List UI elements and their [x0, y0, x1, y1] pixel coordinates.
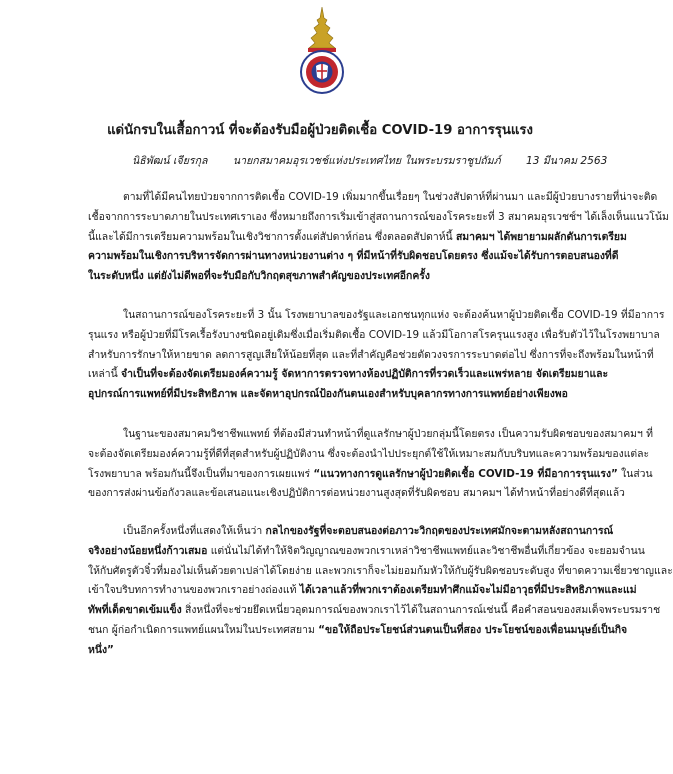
body-text: โรงพยาบาล พร้อมกันนี้จึงเป็นที่มาของการเผยแพร่	[88, 467, 314, 480]
paragraph-line	[88, 522, 628, 542]
body-text: สำหรับการรักษาให้หายขาด ลดการสูญเสียให้น้อยที่สุด และที่สำคัญคือช่วยตัดวงจรการระบาดต่อไป ซึ่งการที่จะถึงพร้อมในหน้าที่	[88, 348, 654, 361]
body-text: ชนก ผู้ก่อกำเนิดการแพทย์แผนใหม่ในประเทศสยาม	[88, 623, 319, 636]
bold-text: “แนวทางการดูแลรักษาผู้ป่วยติดเชื้อ COVID-19 ที่มีอาการรุนแรง”	[313, 467, 618, 480]
paragraph-line	[88, 228, 628, 248]
bold-text: สมาคมฯ ได้พยายามผลักดันการเตรียม	[455, 230, 627, 243]
bold-text: กลไกของรัฐที่จะตอบสนองต่อภาวะวิกฤตของประเทศมักจะตามหลังสถานการณ์	[265, 525, 614, 537]
author-position: นายกสมาคมอุรเวชช์แห่งประเทศไทย ในพระบรมราชูปถัมภ์	[232, 155, 501, 167]
paragraph-line	[88, 601, 661, 621]
paragraph-line	[88, 542, 645, 562]
body-text: ในส่วน	[617, 467, 653, 480]
bold-text: จริงอย่างน้อยหนึ่งก้าวเสมอ	[88, 544, 208, 557]
bold-text: จำเป็นที่จะต้องจัดเตรียมองค์ความรู้ จัดหาการตรวจทางห้องปฏิบัติการที่รวดเร็วและแพร่หลาย จัดเตรียมยาและ	[121, 368, 609, 381]
bold-text: หนึ่ง”	[88, 643, 114, 656]
paragraph-line	[88, 306, 665, 326]
body-text: นี้และได้มีการเตรียมความพร้อมในเชิงวิชาการตั้งแต่สัปดาห์ก่อน ซึ่งตลอดสัปดาห์นี้	[88, 230, 456, 243]
body-text: เหล่านี้	[88, 368, 122, 381]
body-paragraph-4	[88, 522, 673, 661]
paragraph-line	[88, 188, 658, 208]
medical-association-crest-icon	[300, 6, 344, 96]
body-text: สิ่งหนึ่งที่จะช่วยยึดเหนี่ยวอุดมการณ์ของพวกเราไว้ได้ในสถานการณ์เช่นนี้ คือคำสอนของสมเด็จพระบรมราช	[181, 604, 661, 617]
paragraph-line	[88, 365, 628, 385]
bold-text: ทัพที่เด็ดขาดเข้มแข็ง	[88, 604, 182, 617]
body-text: เป็นอีกครั้งหนึ่งที่แสดงให้เห็นว่า	[123, 525, 266, 537]
body-text: ของการส่งผ่านข้อกังวลและข้อเสนอแนะเชิงปฏิบัติการต่อหน่วยงานสูงสุดที่รับผิดชอบ สมาคมฯ ได้ทำหน้าที่อย่างดีที่สุดแล้ว	[88, 487, 625, 500]
paragraph-line	[88, 247, 628, 267]
paragraph-line	[88, 326, 660, 346]
body-text: ให้กับศัตรูตัวจิ๋วที่มองไม่เห็นด้วยตาเปล่าได้โดยง่าย และพวกเราก็จะไม่ยอมก้มหัวให้กับผู้รับผิดชอบระดับสูง ที่ขาดความเชี่ยวชาญและ	[88, 564, 673, 577]
body-paragraph-1	[88, 188, 669, 287]
body-text: รุนแรง หรือผู้ป่วยที่มีโรคเรื้อรังบางชนิดอยู่เดิมซึ่งเมื่อเริ่มติดเชื้อ COVID-19 แล้วมีโอกาสโรครุนแรงสูง เพื่อรับตัวไว้ในโรงพยาบาล	[88, 328, 660, 341]
body-paragraph-2	[88, 306, 665, 405]
body-text: ในสถานการณ์ของโรคระยะที่ 3 นั้น โรงพยาบาลของรัฐและเอกชนทุกแห่ง จะต้องค้นหาผู้ป่วยติดเชื้อ COVID-19 ที่มีอาการ	[123, 309, 665, 321]
paragraph-line	[88, 465, 653, 485]
byline	[132, 152, 607, 169]
body-text: ในฐานะของสมาคมวิชาชีพแพทย์ ที่ต้องมีส่วนทำหน้าที่ดูแลรักษาผู้ป่วยกลุ่มนี้โดยตรง เป็นความรับผิดชอบของสมาคมฯ ที่	[123, 428, 653, 440]
body-paragraph-3	[88, 425, 653, 504]
body-text: ตามที่ได้มีคนไทยป่วยจากการติดเชื้อ COVID-19 เพิ่มมากขึ้นเรื่อยๆ ในช่วงสัปดาห์ที่ผ่านมา และมีผู้ป่วยบางรายที่น่าจะติด	[123, 191, 658, 203]
bold-text: “ขอให้ถือประโยชน์ส่วนตนเป็นที่สอง ประโยชน์ของเพื่อนมนุษย์เป็นกิจ	[318, 623, 628, 636]
bold-text: อุปกรณ์การแพทย์ที่มีประสิทธิภาพ และจัดหาอุปกรณ์ป้องกันตนเองสำหรับบุคลากรทางการแพทย์อย่างเพียงพอ	[88, 388, 568, 401]
bold-text: ความพร้อมในเชิงการบริหารจัดการผ่านทางหน่วยงานต่าง ๆ ที่มีหน้าที่รับผิดชอบโดยตรง ซึ่งแม้จะได้รับการตอบสนองที่ดี	[88, 250, 619, 263]
document-title: แด่นักรบในเสื้อกาวน์ ที่จะต้องรับมือผู้ป่วยติดเชื้อ COVID-19 อาการรุนแรง	[107, 123, 533, 138]
paragraph-line	[88, 562, 673, 582]
paragraph-line	[88, 484, 628, 504]
paragraph-line	[88, 581, 637, 601]
publish-date: 13 มีนาคม 2563	[525, 155, 608, 167]
body-text: เข้าใจบริบทการทำงานของพวกเราอย่างถ่องแท้	[88, 584, 300, 597]
paragraph-line	[88, 641, 628, 661]
paragraph-line	[88, 208, 669, 228]
body-text: แต่นั่นไม่ได้ทำให้จิตวิญญาณของพวกเราเหล่าวิชาชีพแพทย์และวิชาชีพอื่นที่เกี่ยวข้อง จะยอมจำนน	[207, 544, 645, 557]
author-name: นิธิพัฒน์ เจียรกุล	[132, 155, 208, 167]
paragraph-line	[88, 346, 654, 366]
paragraph-line	[88, 425, 653, 445]
body-text: เชื้อจากการระบาดภายในประเทศเราเอง ซึ่งหมายถึงการเริ่มเข้าสู่สถานการณ์ของโรคระยะที่ 3 สมาคมอุรเวชช์ฯ ได้เล็งเห็นแนวโน้ม	[88, 210, 669, 223]
paragraph-line	[88, 267, 628, 287]
bold-text: ได้เวลาแล้วที่พวกเราต้องเตรียมทำศึกแม้จะไม่มีอาวุธที่มีประสิทธิภาพและแม่	[299, 584, 637, 597]
bold-text: ในระดับหนึ่ง แต่ยังไม่ดีพอที่จะรับมือกับวิกฤตสุขภาพสำคัญของประเทศอีกครั้ง	[88, 270, 430, 283]
paragraph-line	[88, 385, 628, 405]
paragraph-line	[88, 445, 650, 465]
paragraph-line	[88, 621, 628, 641]
body-text: จะต้องจัดเตรียมองค์ความรู้ที่ดีที่สุดสำหรับผู้ปฏิบัติงาน ซึ่งจะต้องนำไปประยุกต์ใช้ให้เหมาะสมกับบริบทและความพร้อมของแต่ละ	[88, 447, 650, 460]
